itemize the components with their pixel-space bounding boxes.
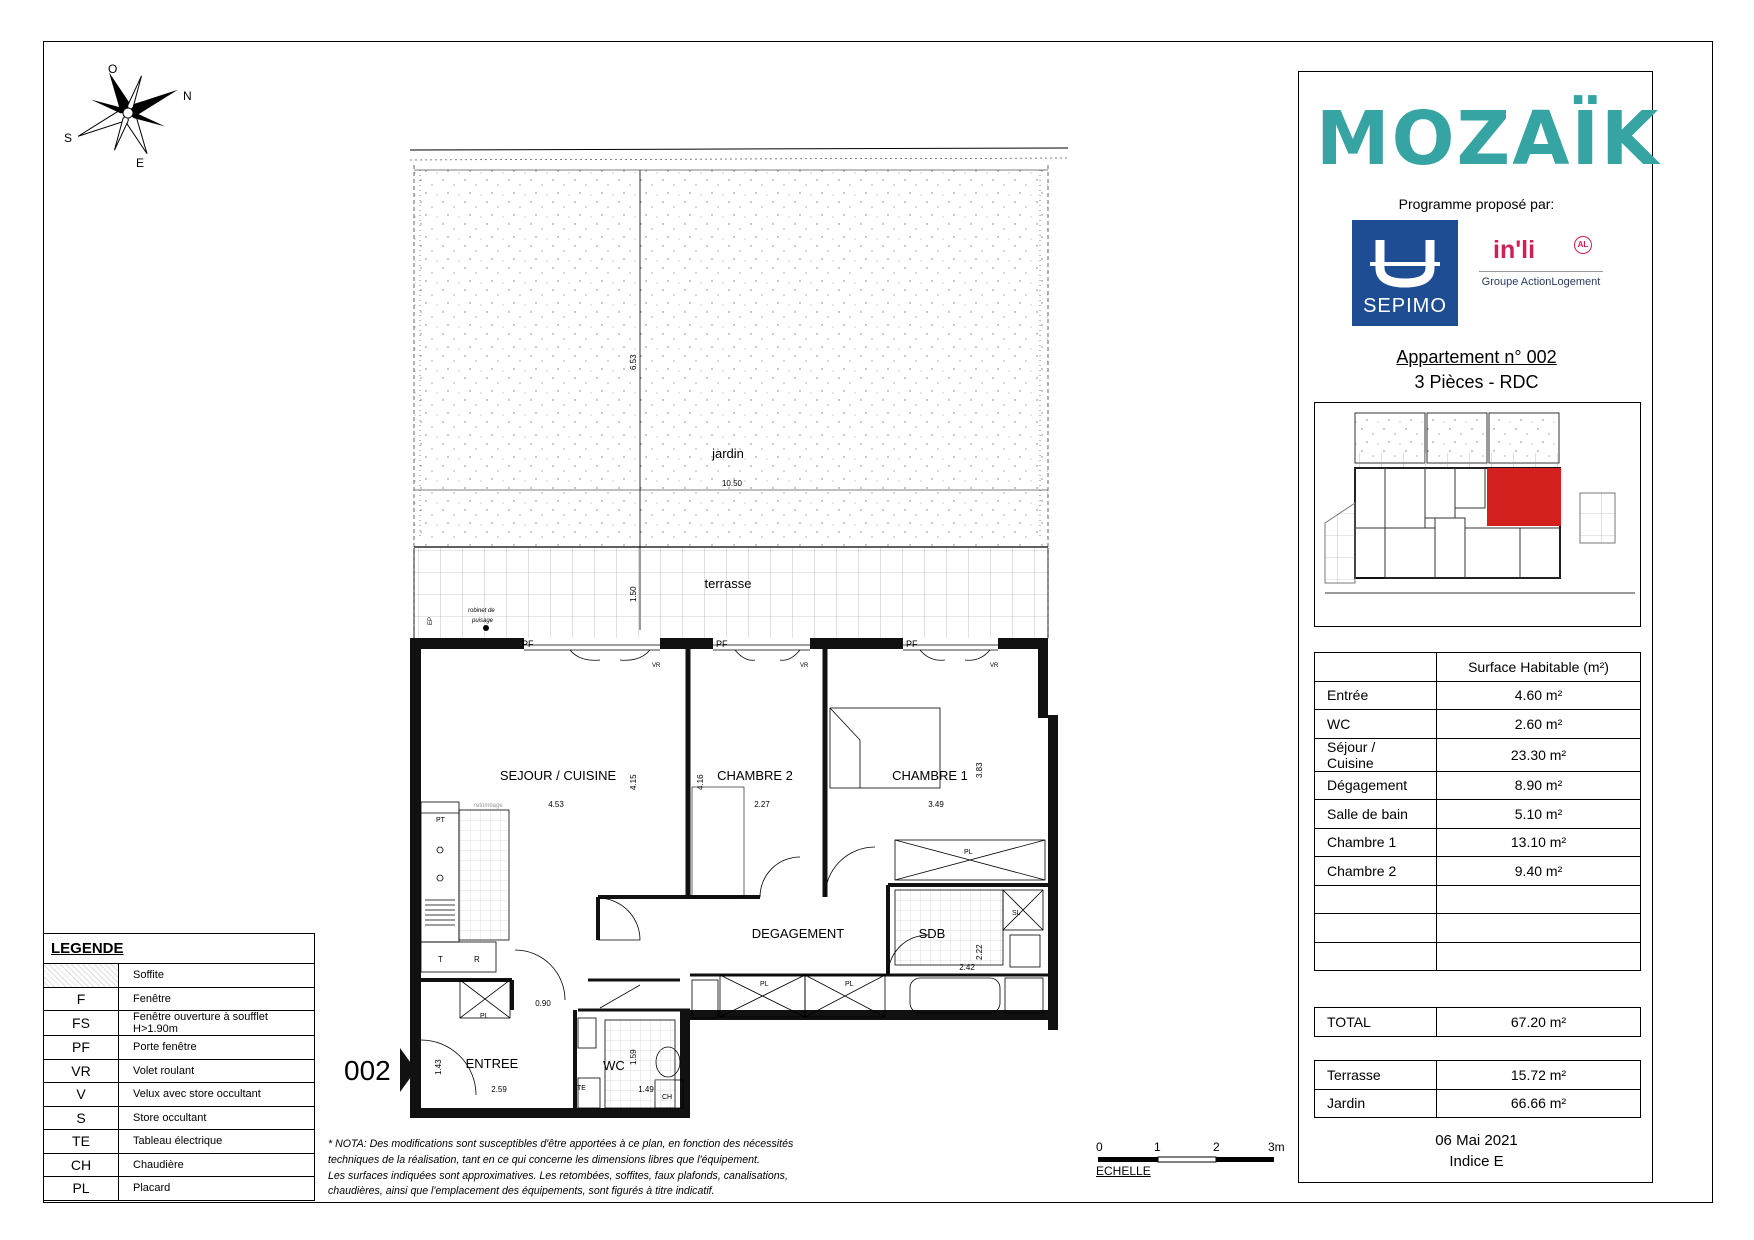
table-row: Séjour / Cuisine 23.30 m² bbox=[1315, 738, 1641, 771]
legend-row: F Fenêtre bbox=[44, 987, 315, 1011]
legend-row: CH Chaudière bbox=[44, 1153, 315, 1177]
dim-door: 0.90 bbox=[535, 999, 551, 1008]
legend-title: LEGENDE bbox=[44, 934, 315, 964]
mark-vr-3: VR bbox=[990, 663, 999, 669]
dim-wc-h: 1.59 bbox=[629, 1049, 638, 1065]
legend-row: Soffite bbox=[44, 964, 315, 988]
brand-logo: MOZAÏK bbox=[1316, 96, 1661, 182]
mark-pl-3: PL bbox=[845, 981, 854, 988]
dim-ch2-h: 4.16 bbox=[696, 774, 705, 790]
bed-chamber2 bbox=[692, 787, 744, 897]
dim-terrasse-h: 1.50 bbox=[629, 586, 638, 602]
legend-table bbox=[43, 933, 315, 1201]
mark-pt: PT bbox=[436, 817, 445, 824]
mark-pf-3: PF bbox=[906, 639, 918, 649]
table-row: Entrée 4.60 m² bbox=[1315, 681, 1641, 710]
dim-sdb-h: 2.22 bbox=[975, 944, 984, 960]
mark-te: TE bbox=[577, 1085, 586, 1092]
dim-jardin-h: 6.53 bbox=[629, 354, 638, 370]
table-row: Terrasse 15.72 m² bbox=[1315, 1061, 1641, 1090]
mark-pl-4: PL bbox=[480, 1013, 489, 1020]
programme-label: Programme proposé par: bbox=[1398, 196, 1555, 212]
apartment-highlight bbox=[1487, 468, 1561, 526]
surface-table bbox=[1314, 652, 1641, 971]
mark-ch: CH bbox=[662, 1094, 673, 1101]
table-row: Jardin 66.66 m² bbox=[1315, 1089, 1641, 1118]
plan-date: 06 Mai 2021 bbox=[1435, 1132, 1518, 1149]
mark-pl-2: PL bbox=[760, 981, 769, 988]
compass-n: N bbox=[183, 89, 192, 103]
inli-logo: in'li AL Groupe ActionLogement bbox=[1479, 234, 1609, 294]
dim-entree-w: 2.59 bbox=[491, 1085, 507, 1094]
mark-r: R bbox=[474, 955, 480, 964]
key-plan bbox=[1314, 402, 1641, 627]
mark-vr-2: VR bbox=[800, 663, 809, 669]
total-table bbox=[1314, 1007, 1641, 1037]
mark-pf-2: PF bbox=[716, 639, 728, 649]
compass-e: E bbox=[136, 156, 145, 170]
legend-row: VR Volet roulant bbox=[44, 1059, 315, 1083]
interior-walls bbox=[421, 649, 1048, 1118]
dim-sdb-w: 2.42 bbox=[959, 963, 975, 972]
compass-s: S bbox=[64, 131, 73, 145]
compass-o: O bbox=[108, 62, 118, 76]
mark-pf-1: PF bbox=[522, 639, 534, 649]
legend-row: S Store occultant bbox=[44, 1106, 315, 1130]
apartment-subtitle: 3 Pièces - RDC bbox=[1414, 372, 1539, 392]
dim-sejour-h: 4.15 bbox=[629, 774, 638, 790]
scale-bar: 0 1 2 3m ECHELLE bbox=[1096, 1140, 1285, 1178]
tap-icon bbox=[483, 625, 489, 631]
dim-sejour-w: 4.53 bbox=[548, 800, 564, 809]
table-row: Salle de bain 5.10 m² bbox=[1315, 800, 1641, 829]
apartment-number-label: 002 bbox=[344, 1055, 391, 1086]
surface-header: Surface Habitable (m²) bbox=[1437, 653, 1641, 682]
dim-ch1-w: 3.49 bbox=[928, 800, 944, 809]
kitchen-counter bbox=[421, 802, 509, 972]
mark-robinet: robinet de bbox=[468, 608, 495, 614]
legend-row: TE Tableau électrique bbox=[44, 1130, 315, 1154]
legend-row: FS Fenêtre ouverture à soufflet H>1.90m bbox=[44, 1011, 315, 1036]
legend-row: PL Placard bbox=[44, 1177, 315, 1201]
table-row bbox=[1315, 942, 1641, 971]
apartment-title: Appartement n° 002 bbox=[1396, 347, 1557, 367]
plan-indice: Indice E bbox=[1449, 1153, 1504, 1170]
room-label-sejour: SEJOUR / CUISINE bbox=[499, 768, 617, 783]
sepimo-mark-icon bbox=[1352, 228, 1458, 303]
table-row bbox=[1315, 885, 1641, 914]
title-block bbox=[1298, 71, 1661, 1183]
table-row: Chambre 2 9.40 m² bbox=[1315, 857, 1641, 886]
room-label-chambre2: CHAMBRE 2 bbox=[717, 768, 793, 783]
mark-soffite: retombage bbox=[474, 803, 503, 809]
room-label-entree: ENTREE bbox=[465, 1056, 519, 1071]
terrace-area bbox=[414, 548, 1048, 638]
room-label-wc: WC bbox=[603, 1058, 625, 1073]
window-bays bbox=[524, 645, 998, 660]
room-label-jardin: jardin bbox=[712, 446, 744, 461]
dim-ch2-w: 2.27 bbox=[754, 800, 770, 809]
legend-row: PF Porte fenêtre bbox=[44, 1036, 315, 1060]
disclaimer-note: * NOTA: Des modifications sont susceptibles d'être apportées à ce plan, en fonction des nécessités techniques de la réalisation, tant en ce qui concerne les dimensions libres que l'équipement. Les surfaces indiquées sont approximatives. Les retombées, soffites, faux plafonds, canalisations, chaudières, ainsi que l'emplacement des équipements, sont figurés à titre indicatif. bbox=[328, 1138, 794, 1198]
total-label: TOTAL bbox=[1315, 1008, 1437, 1037]
bathroom-fixtures bbox=[895, 890, 1043, 1013]
table-row bbox=[1315, 1008, 1641, 1037]
dim-wc-w: 1.49 bbox=[638, 1085, 654, 1094]
room-label-chambre1: CHAMBRE 1 bbox=[892, 768, 968, 783]
mark-vr-1: VR bbox=[652, 663, 661, 669]
table-row: WC 2.60 m² bbox=[1315, 710, 1641, 739]
mark-sl: SL bbox=[1012, 910, 1021, 917]
extras-table bbox=[1314, 1060, 1641, 1118]
room-label-terrasse: terrasse bbox=[704, 576, 752, 591]
dim-jardin-w: 10.50 bbox=[721, 479, 743, 488]
sepimo-logo: SEPIMO bbox=[1352, 220, 1458, 326]
mark-pl-1: PL bbox=[964, 849, 973, 856]
table-row: Chambre 1 13.10 m² bbox=[1315, 828, 1641, 857]
table-row bbox=[1315, 914, 1641, 943]
legend-row: V Velux avec store occultant bbox=[44, 1083, 315, 1107]
room-label-degagement: DEGAGEMENT bbox=[751, 926, 845, 941]
mark-ep: EP bbox=[428, 616, 434, 625]
table-row: Dégagement 8.90 m² bbox=[1315, 771, 1641, 800]
mark-puisage: puisage bbox=[472, 618, 494, 624]
dim-entree-h: 1.43 bbox=[434, 1059, 443, 1075]
dim-ch1-h: 3.83 bbox=[975, 762, 984, 778]
mark-t: T bbox=[438, 955, 443, 964]
total-value: 67.20 m² bbox=[1437, 1008, 1641, 1037]
room-label-sdb: SDB bbox=[918, 926, 946, 941]
